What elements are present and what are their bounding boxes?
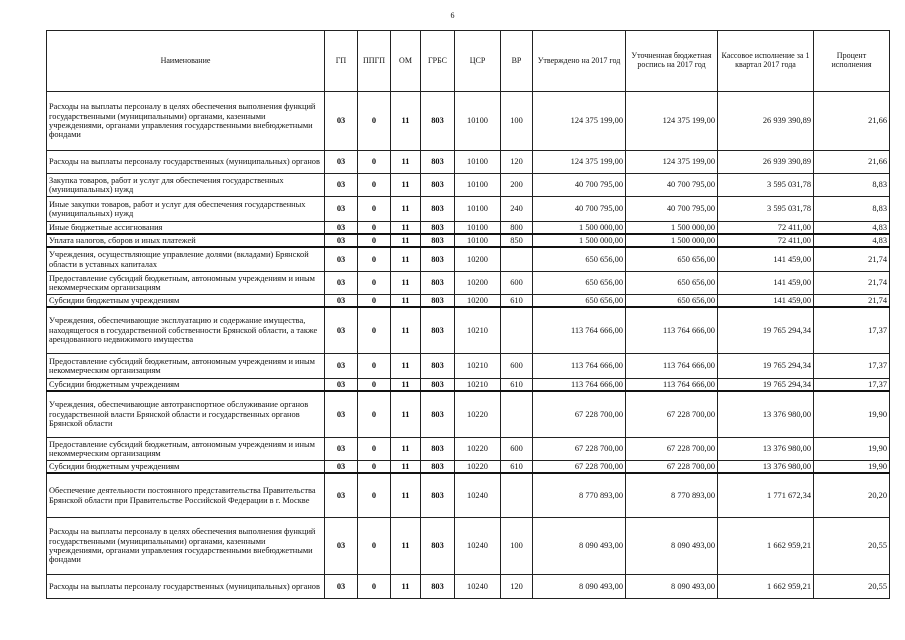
cell-om: 11 (391, 295, 421, 308)
cell-cash: 13 376 980,00 (718, 461, 814, 474)
cell-csr: 10210 (455, 354, 501, 379)
cell-approved: 8 090 493,00 (533, 575, 626, 599)
header-grbs: ГРБС (421, 31, 455, 92)
cell-approved: 1 500 000,00 (533, 234, 626, 247)
cell-gp: 03 (325, 354, 358, 379)
cell-om: 11 (391, 379, 421, 392)
cell-refined: 1 500 000,00 (626, 234, 718, 247)
cell-name: Учреждения, обеспечивающие автотранспортное обслуживание органов государственной власти Брянской области и государственных органов Брянской области (47, 391, 325, 438)
cell-vr: 600 (501, 438, 533, 461)
table-row (47, 174, 890, 197)
table-row (47, 307, 890, 354)
cell-name: Иные бюджетные ассигнования (47, 222, 325, 235)
cell-ppgp: 0 (358, 575, 391, 599)
cell-approved: 67 228 700,00 (533, 438, 626, 461)
cell-csr: 10100 (455, 222, 501, 235)
cell-vr: 600 (501, 272, 533, 295)
cell-refined: 124 375 199,00 (626, 92, 718, 151)
cell-grbs: 803 (421, 307, 455, 354)
cell-grbs: 803 (421, 575, 455, 599)
cell-cash: 141 459,00 (718, 247, 814, 272)
cell-name: Субсидии бюджетным учреждениям (47, 461, 325, 474)
cell-vr: 610 (501, 379, 533, 392)
cell-grbs: 803 (421, 473, 455, 518)
cell-approved: 650 656,00 (533, 295, 626, 308)
cell-gp: 03 (325, 379, 358, 392)
cell-approved: 650 656,00 (533, 272, 626, 295)
cell-csr: 10210 (455, 307, 501, 354)
cell-gp: 03 (325, 518, 358, 575)
cell-percent: 19,90 (814, 461, 890, 474)
cell-csr: 10240 (455, 575, 501, 599)
cell-approved: 650 656,00 (533, 247, 626, 272)
table-row (47, 438, 890, 461)
header-percent: Процент исполнения (814, 31, 890, 92)
cell-ppgp: 0 (358, 92, 391, 151)
cell-vr: 850 (501, 234, 533, 247)
cell-ppgp: 0 (358, 174, 391, 197)
cell-gp: 03 (325, 151, 358, 174)
cell-csr: 10220 (455, 438, 501, 461)
cell-ppgp: 0 (358, 438, 391, 461)
cell-cash: 3 595 031,78 (718, 197, 814, 222)
cell-grbs: 803 (421, 295, 455, 308)
cell-name: Предоставление субсидий бюджетным, автономным учреждениям и иным некоммерческим организациям (47, 354, 325, 379)
table-row (47, 473, 890, 518)
cell-percent: 21,74 (814, 247, 890, 272)
cell-csr: 10100 (455, 92, 501, 151)
cell-approved: 113 764 666,00 (533, 307, 626, 354)
cell-name: Уплата налогов, сборов и иных платежей (47, 234, 325, 247)
table-row (47, 234, 890, 247)
cell-approved: 67 228 700,00 (533, 391, 626, 438)
cell-gp: 03 (325, 272, 358, 295)
cell-gp: 03 (325, 234, 358, 247)
cell-cash: 19 765 294,34 (718, 354, 814, 379)
cell-name: Расходы на выплаты персоналу в целях обеспечения выполнения функций государственными (муниципальными) органами, казенными учреждениями, органами управления государственными внебюджетными фондами (47, 92, 325, 151)
cell-percent: 17,37 (814, 354, 890, 379)
cell-csr: 10210 (455, 379, 501, 392)
cell-gp: 03 (325, 197, 358, 222)
cell-vr: 100 (501, 518, 533, 575)
cell-refined: 1 500 000,00 (626, 222, 718, 235)
header-om: ОМ (391, 31, 421, 92)
cell-name: Обеспечение деятельности постоянного представительства Правительства Брянской области при Правительстве Российской Федерации в г. Москве (47, 473, 325, 518)
cell-approved: 40 700 795,00 (533, 197, 626, 222)
header-row (47, 31, 890, 92)
cell-name: Учреждения, осуществляющие управление долями (вкладами) Брянской области в уставных капиталах (47, 247, 325, 272)
cell-refined: 113 764 666,00 (626, 354, 718, 379)
cell-ppgp: 0 (358, 473, 391, 518)
cell-gp: 03 (325, 295, 358, 308)
cell-om: 11 (391, 234, 421, 247)
cell-cash: 1 662 959,21 (718, 575, 814, 599)
cell-om: 11 (391, 461, 421, 474)
cell-vr (501, 391, 533, 438)
cell-name: Субсидии бюджетным учреждениям (47, 379, 325, 392)
cell-ppgp: 0 (358, 272, 391, 295)
cell-grbs: 803 (421, 234, 455, 247)
cell-ppgp: 0 (358, 354, 391, 379)
cell-csr: 10240 (455, 473, 501, 518)
cell-cash: 141 459,00 (718, 272, 814, 295)
cell-grbs: 803 (421, 247, 455, 272)
cell-cash: 13 376 980,00 (718, 438, 814, 461)
cell-gp: 03 (325, 174, 358, 197)
cell-grbs: 803 (421, 92, 455, 151)
cell-csr: 10220 (455, 391, 501, 438)
cell-om: 11 (391, 272, 421, 295)
cell-vr: 120 (501, 575, 533, 599)
cell-grbs: 803 (421, 174, 455, 197)
cell-vr: 240 (501, 197, 533, 222)
cell-vr: 120 (501, 151, 533, 174)
cell-cash: 1 771 672,34 (718, 473, 814, 518)
cell-ppgp: 0 (358, 234, 391, 247)
cell-ppgp: 0 (358, 307, 391, 354)
table-row (47, 575, 890, 599)
cell-approved: 8 090 493,00 (533, 518, 626, 575)
cell-name: Иные закупки товаров, работ и услуг для обеспечения государственных (муниципальных) нужд (47, 197, 325, 222)
cell-om: 11 (391, 438, 421, 461)
cell-gp: 03 (325, 391, 358, 438)
cell-vr: 610 (501, 295, 533, 308)
cell-name: Расходы на выплаты персоналу в целях обеспечения выполнения функций государственными (муниципальными) органами, казенными учреждениями, органами управления государственными внебюджетными фондами (47, 518, 325, 575)
cell-refined: 8 090 493,00 (626, 575, 718, 599)
budget-execution-table (46, 30, 890, 599)
cell-gp: 03 (325, 575, 358, 599)
table-row (47, 197, 890, 222)
cell-approved: 8 770 893,00 (533, 473, 626, 518)
cell-om: 11 (391, 151, 421, 174)
header-csr: ЦСР (455, 31, 501, 92)
cell-cash: 3 595 031,78 (718, 174, 814, 197)
header-name: Наименование (47, 31, 325, 92)
cell-gp: 03 (325, 307, 358, 354)
cell-approved: 124 375 199,00 (533, 151, 626, 174)
cell-percent: 8,83 (814, 197, 890, 222)
cell-csr: 10200 (455, 295, 501, 308)
cell-name: Учреждения, обеспечивающие эксплуатацию и содержание имущества, находящегося в государственной собственности Брянской области, а также арендованного недвижимого имущества (47, 307, 325, 354)
table-row (47, 518, 890, 575)
cell-percent: 4,83 (814, 234, 890, 247)
cell-name: Предоставление субсидий бюджетным, автономным учреждениям и иным некоммерческим организациям (47, 438, 325, 461)
table-row (47, 151, 890, 174)
cell-refined: 67 228 700,00 (626, 461, 718, 474)
cell-grbs: 803 (421, 391, 455, 438)
cell-name: Предоставление субсидий бюджетным, автономным учреждениям и иным некоммерческим организациям (47, 272, 325, 295)
cell-approved: 124 375 199,00 (533, 92, 626, 151)
cell-cash: 72 411,00 (718, 234, 814, 247)
cell-refined: 67 228 700,00 (626, 438, 718, 461)
cell-vr: 800 (501, 222, 533, 235)
cell-ppgp: 0 (358, 222, 391, 235)
cell-vr (501, 473, 533, 518)
cell-ppgp: 0 (358, 461, 391, 474)
cell-gp: 03 (325, 92, 358, 151)
cell-percent: 8,83 (814, 174, 890, 197)
cell-ppgp: 0 (358, 518, 391, 575)
cell-percent: 17,37 (814, 379, 890, 392)
header-vr: ВР (501, 31, 533, 92)
cell-csr: 10100 (455, 174, 501, 197)
cell-refined: 650 656,00 (626, 272, 718, 295)
table-row (47, 92, 890, 151)
cell-csr: 10220 (455, 461, 501, 474)
cell-approved: 40 700 795,00 (533, 174, 626, 197)
page-number: 6 (450, 11, 455, 20)
cell-name: Расходы на выплаты персоналу государственных (муниципальных) органов (47, 151, 325, 174)
cell-name: Закупка товаров, работ и услуг для обеспечения государственных (муниципальных) нужд (47, 174, 325, 197)
cell-percent: 17,37 (814, 307, 890, 354)
cell-grbs: 803 (421, 461, 455, 474)
cell-vr: 100 (501, 92, 533, 151)
table-row (47, 461, 890, 474)
cell-percent: 21,66 (814, 92, 890, 151)
cell-refined: 113 764 666,00 (626, 307, 718, 354)
cell-refined: 650 656,00 (626, 247, 718, 272)
cell-ppgp: 0 (358, 197, 391, 222)
cell-approved: 113 764 666,00 (533, 354, 626, 379)
cell-ppgp: 0 (358, 151, 391, 174)
cell-ppgp: 0 (358, 379, 391, 392)
cell-grbs: 803 (421, 222, 455, 235)
cell-csr: 10200 (455, 247, 501, 272)
cell-approved: 1 500 000,00 (533, 222, 626, 235)
cell-ppgp: 0 (358, 247, 391, 272)
cell-refined: 67 228 700,00 (626, 391, 718, 438)
cell-om: 11 (391, 391, 421, 438)
cell-om: 11 (391, 307, 421, 354)
cell-cash: 1 662 959,21 (718, 518, 814, 575)
cell-cash: 19 765 294,34 (718, 307, 814, 354)
table-row (47, 354, 890, 379)
header-approved: Утверждено на 2017 год (533, 31, 626, 92)
cell-vr: 600 (501, 354, 533, 379)
cell-approved: 113 764 666,00 (533, 379, 626, 392)
cell-csr: 10100 (455, 151, 501, 174)
cell-grbs: 803 (421, 272, 455, 295)
cell-om: 11 (391, 247, 421, 272)
table-row (47, 295, 890, 308)
cell-percent: 19,90 (814, 438, 890, 461)
cell-grbs: 803 (421, 518, 455, 575)
cell-percent: 4,83 (814, 222, 890, 235)
cell-refined: 40 700 795,00 (626, 174, 718, 197)
cell-gp: 03 (325, 461, 358, 474)
cell-ppgp: 0 (358, 391, 391, 438)
cell-percent: 20,20 (814, 473, 890, 518)
cell-vr (501, 247, 533, 272)
cell-csr: 10240 (455, 518, 501, 575)
cell-om: 11 (391, 222, 421, 235)
header-ppgp: ППГП (358, 31, 391, 92)
cell-om: 11 (391, 354, 421, 379)
cell-om: 11 (391, 174, 421, 197)
cell-grbs: 803 (421, 438, 455, 461)
cell-grbs: 803 (421, 151, 455, 174)
table-row (47, 247, 890, 272)
cell-cash: 26 939 390,89 (718, 151, 814, 174)
cell-om: 11 (391, 473, 421, 518)
header-cash: Кассовое исполнение за 1 квартал 2017 года (718, 31, 814, 92)
cell-gp: 03 (325, 222, 358, 235)
cell-gp: 03 (325, 438, 358, 461)
cell-approved: 67 228 700,00 (533, 461, 626, 474)
header-gp: ГП (325, 31, 358, 92)
cell-grbs: 803 (421, 379, 455, 392)
cell-csr: 10100 (455, 234, 501, 247)
cell-percent: 20,55 (814, 575, 890, 599)
table-row (47, 222, 890, 235)
cell-cash: 19 765 294,34 (718, 379, 814, 392)
cell-name: Расходы на выплаты персоналу государственных (муниципальных) органов (47, 575, 325, 599)
cell-percent: 19,90 (814, 391, 890, 438)
cell-percent: 21,66 (814, 151, 890, 174)
cell-csr: 10200 (455, 272, 501, 295)
cell-ppgp: 0 (358, 295, 391, 308)
cell-refined: 40 700 795,00 (626, 197, 718, 222)
table-row (47, 391, 890, 438)
cell-om: 11 (391, 92, 421, 151)
cell-cash: 72 411,00 (718, 222, 814, 235)
cell-vr: 200 (501, 174, 533, 197)
cell-gp: 03 (325, 247, 358, 272)
header-refined: Уточненная бюджетная роспись на 2017 год (626, 31, 718, 92)
cell-cash: 13 376 980,00 (718, 391, 814, 438)
cell-refined: 113 764 666,00 (626, 379, 718, 392)
cell-vr: 610 (501, 461, 533, 474)
cell-om: 11 (391, 575, 421, 599)
table-row (47, 272, 890, 295)
cell-percent: 21,74 (814, 295, 890, 308)
cell-vr (501, 307, 533, 354)
cell-csr: 10100 (455, 197, 501, 222)
cell-cash: 26 939 390,89 (718, 92, 814, 151)
cell-refined: 8 770 893,00 (626, 473, 718, 518)
cell-percent: 21,74 (814, 272, 890, 295)
cell-om: 11 (391, 197, 421, 222)
table-row (47, 379, 890, 392)
cell-percent: 20,55 (814, 518, 890, 575)
cell-refined: 8 090 493,00 (626, 518, 718, 575)
cell-refined: 124 375 199,00 (626, 151, 718, 174)
cell-om: 11 (391, 518, 421, 575)
cell-name: Субсидии бюджетным учреждениям (47, 295, 325, 308)
cell-grbs: 803 (421, 197, 455, 222)
cell-refined: 650 656,00 (626, 295, 718, 308)
cell-cash: 141 459,00 (718, 295, 814, 308)
cell-grbs: 803 (421, 354, 455, 379)
cell-gp: 03 (325, 473, 358, 518)
